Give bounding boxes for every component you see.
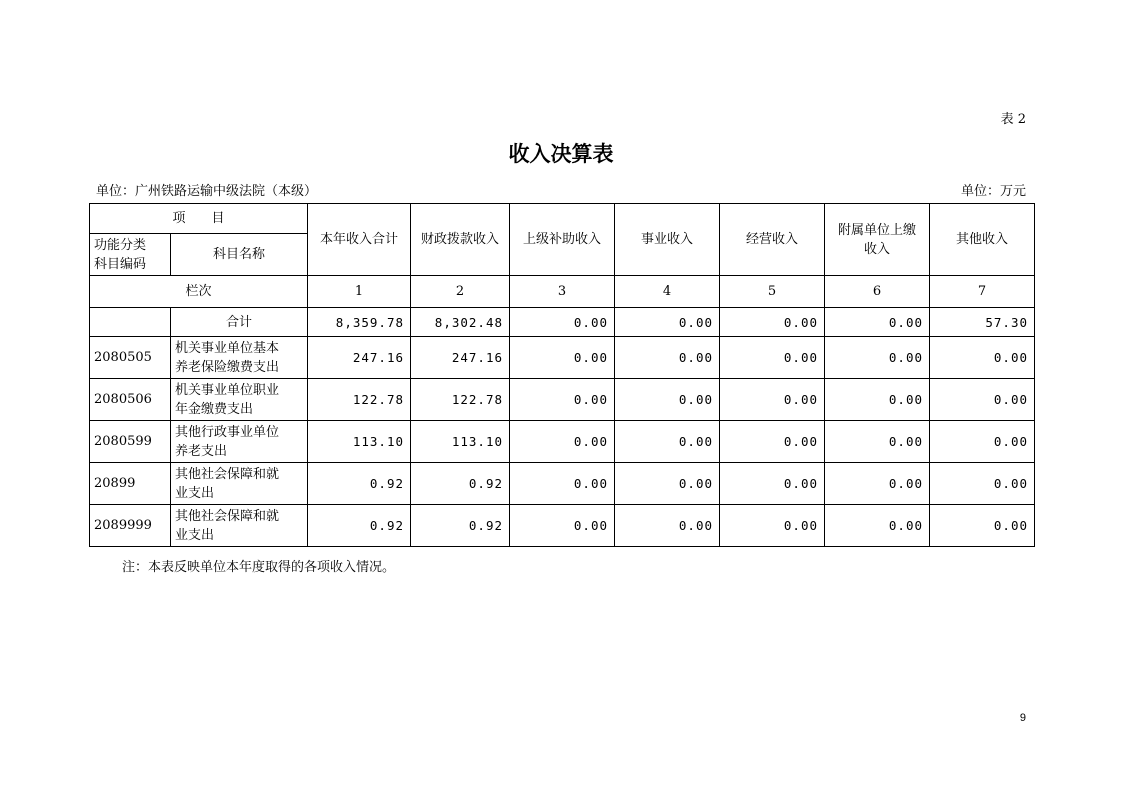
value-cell: 247.16 (308, 337, 411, 379)
value-cell: 0.00 (720, 505, 825, 547)
subject-name-cell: 其他社会保障和就 业支出 (171, 505, 308, 547)
table-row (90, 337, 1035, 379)
header-col: 本年收入合计 (308, 204, 411, 276)
func-code-cell: 2089999 (90, 505, 171, 547)
unit-currency: 单位：万元 (960, 184, 1026, 199)
value-cell: 0.00 (825, 421, 930, 463)
value-cell: 0.00 (615, 505, 720, 547)
value-cell: 0.00 (930, 421, 1035, 463)
value-cell: 0.00 (825, 505, 930, 547)
total-code-cell (90, 308, 171, 337)
value-cell: 113.10 (411, 421, 510, 463)
value-cell: 0.00 (510, 421, 615, 463)
table-row (90, 421, 1035, 463)
value-cell: 0.00 (720, 379, 825, 421)
total-value-cell: 0.00 (825, 308, 930, 337)
header-col: 事业收入 (615, 204, 720, 276)
table-row (90, 379, 1035, 421)
page-number: 9 (1019, 712, 1026, 724)
header-subject-name: 科目名称 (171, 234, 308, 276)
col-index-number: 1 (308, 276, 411, 308)
col-index-number: 3 (510, 276, 615, 308)
value-cell: 0.00 (510, 379, 615, 421)
header-col: 财政拨款收入 (411, 204, 510, 276)
func-code-cell: 2080599 (90, 421, 171, 463)
value-cell: 0.00 (720, 463, 825, 505)
income-table (89, 203, 1035, 547)
value-cell: 0.92 (308, 505, 411, 547)
value-cell: 0.00 (615, 337, 720, 379)
header-col: 经营收入 (720, 204, 825, 276)
value-cell: 0.00 (930, 337, 1035, 379)
header-col: 上级补助收入 (510, 204, 615, 276)
subject-name-cell: 机关事业单位职业 年金缴费支出 (171, 379, 308, 421)
unit-organization: 单位：广州铁路运输中级法院（本级） (96, 184, 318, 199)
col-index-number: 4 (615, 276, 720, 308)
total-value-cell: 0.00 (510, 308, 615, 337)
table-row (90, 463, 1035, 505)
page-title: 收入决算表 (508, 142, 614, 166)
total-value-cell: 8,359.78 (308, 308, 411, 337)
value-cell: 0.00 (510, 505, 615, 547)
value-cell: 0.00 (510, 463, 615, 505)
total-value-cell: 57.30 (930, 308, 1035, 337)
total-value-cell: 0.00 (615, 308, 720, 337)
col-index-number: 5 (720, 276, 825, 308)
col-index-number: 7 (930, 276, 1035, 308)
value-cell: 0.00 (930, 505, 1035, 547)
value-cell: 0.00 (510, 337, 615, 379)
subject-name-cell: 其他行政事业单位 养老支出 (171, 421, 308, 463)
value-cell: 0.92 (308, 463, 411, 505)
total-value-cell: 0.00 (720, 308, 825, 337)
value-cell: 247.16 (411, 337, 510, 379)
value-cell: 0.92 (411, 463, 510, 505)
value-cell: 0.00 (825, 463, 930, 505)
value-cell: 0.00 (930, 463, 1035, 505)
func-code-cell: 20899 (90, 463, 171, 505)
func-code-cell: 2080506 (90, 379, 171, 421)
table-number: 表 2 (1000, 112, 1026, 127)
value-cell: 0.00 (615, 463, 720, 505)
subject-name-cell: 机关事业单位基本 养老保险缴费支出 (171, 337, 308, 379)
value-cell: 0.00 (825, 379, 930, 421)
value-cell: 122.78 (308, 379, 411, 421)
header-col: 其他收入 (930, 204, 1035, 276)
total-value-cell: 8,302.48 (411, 308, 510, 337)
header-col: 附属单位上缴 收入 (825, 204, 930, 276)
table-row (90, 505, 1035, 547)
col-index-label: 栏次 (90, 276, 308, 308)
value-cell: 0.00 (930, 379, 1035, 421)
total-label: 合计 (171, 308, 308, 337)
header-item: 项 目 (90, 204, 308, 234)
value-cell: 0.00 (720, 337, 825, 379)
value-cell: 0.92 (411, 505, 510, 547)
value-cell: 0.00 (615, 379, 720, 421)
func-code-cell: 2080505 (90, 337, 171, 379)
value-cell: 122.78 (411, 379, 510, 421)
value-cell: 0.00 (615, 421, 720, 463)
col-index-number: 6 (825, 276, 930, 308)
subject-name-cell: 其他社会保障和就 业支出 (171, 463, 308, 505)
footnote: 注：本表反映单位本年度取得的各项收入情况。 (122, 560, 396, 575)
col-index-number: 2 (411, 276, 510, 308)
header-func-code: 功能分类 科目编码 (90, 234, 171, 276)
value-cell: 0.00 (720, 421, 825, 463)
value-cell: 0.00 (825, 337, 930, 379)
value-cell: 113.10 (308, 421, 411, 463)
